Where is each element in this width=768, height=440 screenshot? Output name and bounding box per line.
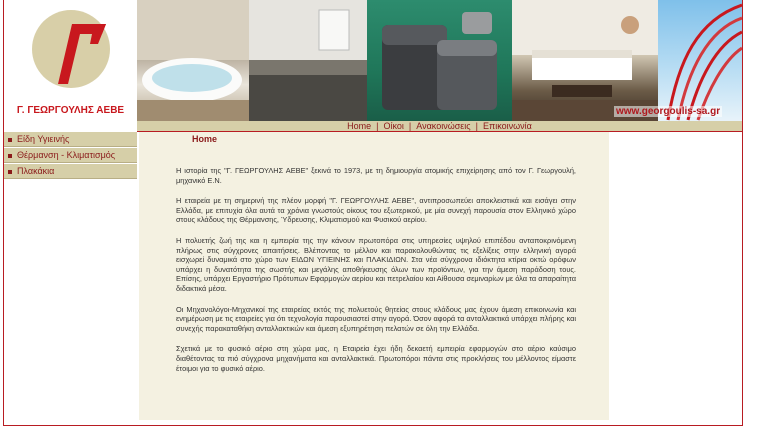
nav-announcements[interactable]: Ανακοινώσεις — [416, 121, 471, 131]
paragraph: Οι Μηχανολόγοι-Μηχανικοί της εταιρείας εκτός της πολυετούς θητείας στους κλάδους μας έχουν άμεση επικοινωνία και ενημέρωση με τις εταιρείες για ότι τεχνολογία παρουσιαστεί στην αγορά. Όσον αφορά τα ανταλλακτικά υπάρχει πλήρης και συνεχής παρακαταθήκη ανταλλακτικών και άμεση εξυπηρέτηση πελατών σε όλη την Ελλάδα. — [176, 304, 576, 333]
bullet-icon — [8, 138, 12, 142]
page-frame — [3, 0, 743, 426]
nav-contact[interactable]: Επικοινωνία — [482, 121, 532, 131]
sidebar-item-tiles[interactable] — [4, 164, 137, 179]
website-url: www.georgoulis-sa.gr — [616, 106, 721, 117]
main-content — [139, 132, 609, 420]
bullet-icon — [8, 154, 12, 158]
sidebar-item-label: Πλακάκια — [17, 166, 55, 176]
nav-separator: | — [408, 121, 412, 131]
sidebar-item-label: Θέρμανση - Κλιματισμός — [17, 150, 116, 160]
nav-home[interactable]: Home — [347, 121, 372, 131]
paragraph: Η εταιρεία με τη σημερινή της πλέον μορφή "Γ. ΓΕΩΡΓΟΥΛΗΣ ΑΕΒΕ", αντιπροσωπεύει αποκλειστικά και εισάγει στην Ελλάδα, με επιτυχία όλα αυτά τα χρόνια γνωστούς οίκους του εξωτερικού, με μία συνεχή παρουσία στον Ελληνικό χώρο στους κλάδους της Θέρμανσης, Ύδρευσης, Κλιματισμού και Φυσικού αερίου. — [176, 196, 576, 225]
bathtub-photo — [137, 0, 249, 121]
sidebar-item-label: Είδη Υγιεινής — [17, 134, 70, 144]
paragraph: Η πολυετής ζωή της και η εμπειρία της την κάνουν πρωτοπόρα στις υπηρεσίες υψηλού επιπέδου ανταποκρινόμενη πλήρως στις σύγχρονες απαιτήσεις. Βλέποντας το μέλλον και παρακολουθώντας τις εξελίξεις στην ελληνική αγορά εισχωρεί δυναμικά στο χώρο των ΕΙΔΩΝ ΥΓΙΕΙΝΗΣ και ΠΛΑΚΙΔΙΩΝ. Στα νέα σύγχρονα ιδιόκτητα κτίρια οκτώ ορόφων υπάρχει η δυνατότητα της σωστής και μεγάλης αποθήκευσης όλων των προϊόντων, για την άμεση παράδοση τους. Επίσης, υπάρχει Εργαστήριο Πρότυπων Εφαρμογών αερίου και πετρελαίου και Αίθουσα σεμιναρίων με όλα τα απαραίτητα διδακτικά μέσα. — [176, 235, 576, 293]
living-room-photo — [512, 0, 658, 121]
page-title: Home — [192, 134, 218, 144]
paragraph: Η ιστορία της "Γ. ΓΕΩΡΓΟΥΛΗΣ ΑΕΒΕ" ξεκινά το 1973, με τη δημιουργία ατομικής επιχείρησης από τον Γ. Γεωργουλή, μηχανικό Ε.Ν. — [176, 166, 576, 185]
logo[interactable] — [4, 0, 137, 121]
sidebar-item-heating[interactable] — [4, 148, 137, 163]
gamma-logo-icon — [48, 14, 108, 86]
nav-separator: | — [376, 121, 379, 131]
bullet-icon — [8, 170, 12, 174]
sidebar — [4, 132, 137, 180]
sidebar-item-sanitary[interactable] — [4, 132, 137, 147]
bathroom-photo — [249, 0, 367, 121]
nav-separator: | — [475, 121, 478, 131]
radiator-photo — [658, 0, 742, 121]
company-name: Γ. ΓΕΩΡΓΟΥΛΗΣ ΑΕΒΕ — [16, 105, 125, 116]
article-text — [176, 166, 576, 384]
paragraph: Σχετικά με το φυσικό αέριο στη χώρα μας, η Εταιρεία έχει ήδη δεκαετή εμπειρία εφαρμογών στο αέριο καύσιμο διαθέτοντας τα πιό σύγχρονα μηχανήματα και ανταλλακτικά. Πρωτοπόροι πάντα στις προκλήσεις του μέλλοντος είμαστε έτοιμοι για το φυσικό αέριο. — [176, 344, 576, 373]
nav-oikoi[interactable]: Οίκοι — [383, 121, 404, 131]
top-nav — [137, 121, 742, 131]
header-banner — [4, 0, 742, 121]
boilers-photo — [367, 0, 512, 121]
